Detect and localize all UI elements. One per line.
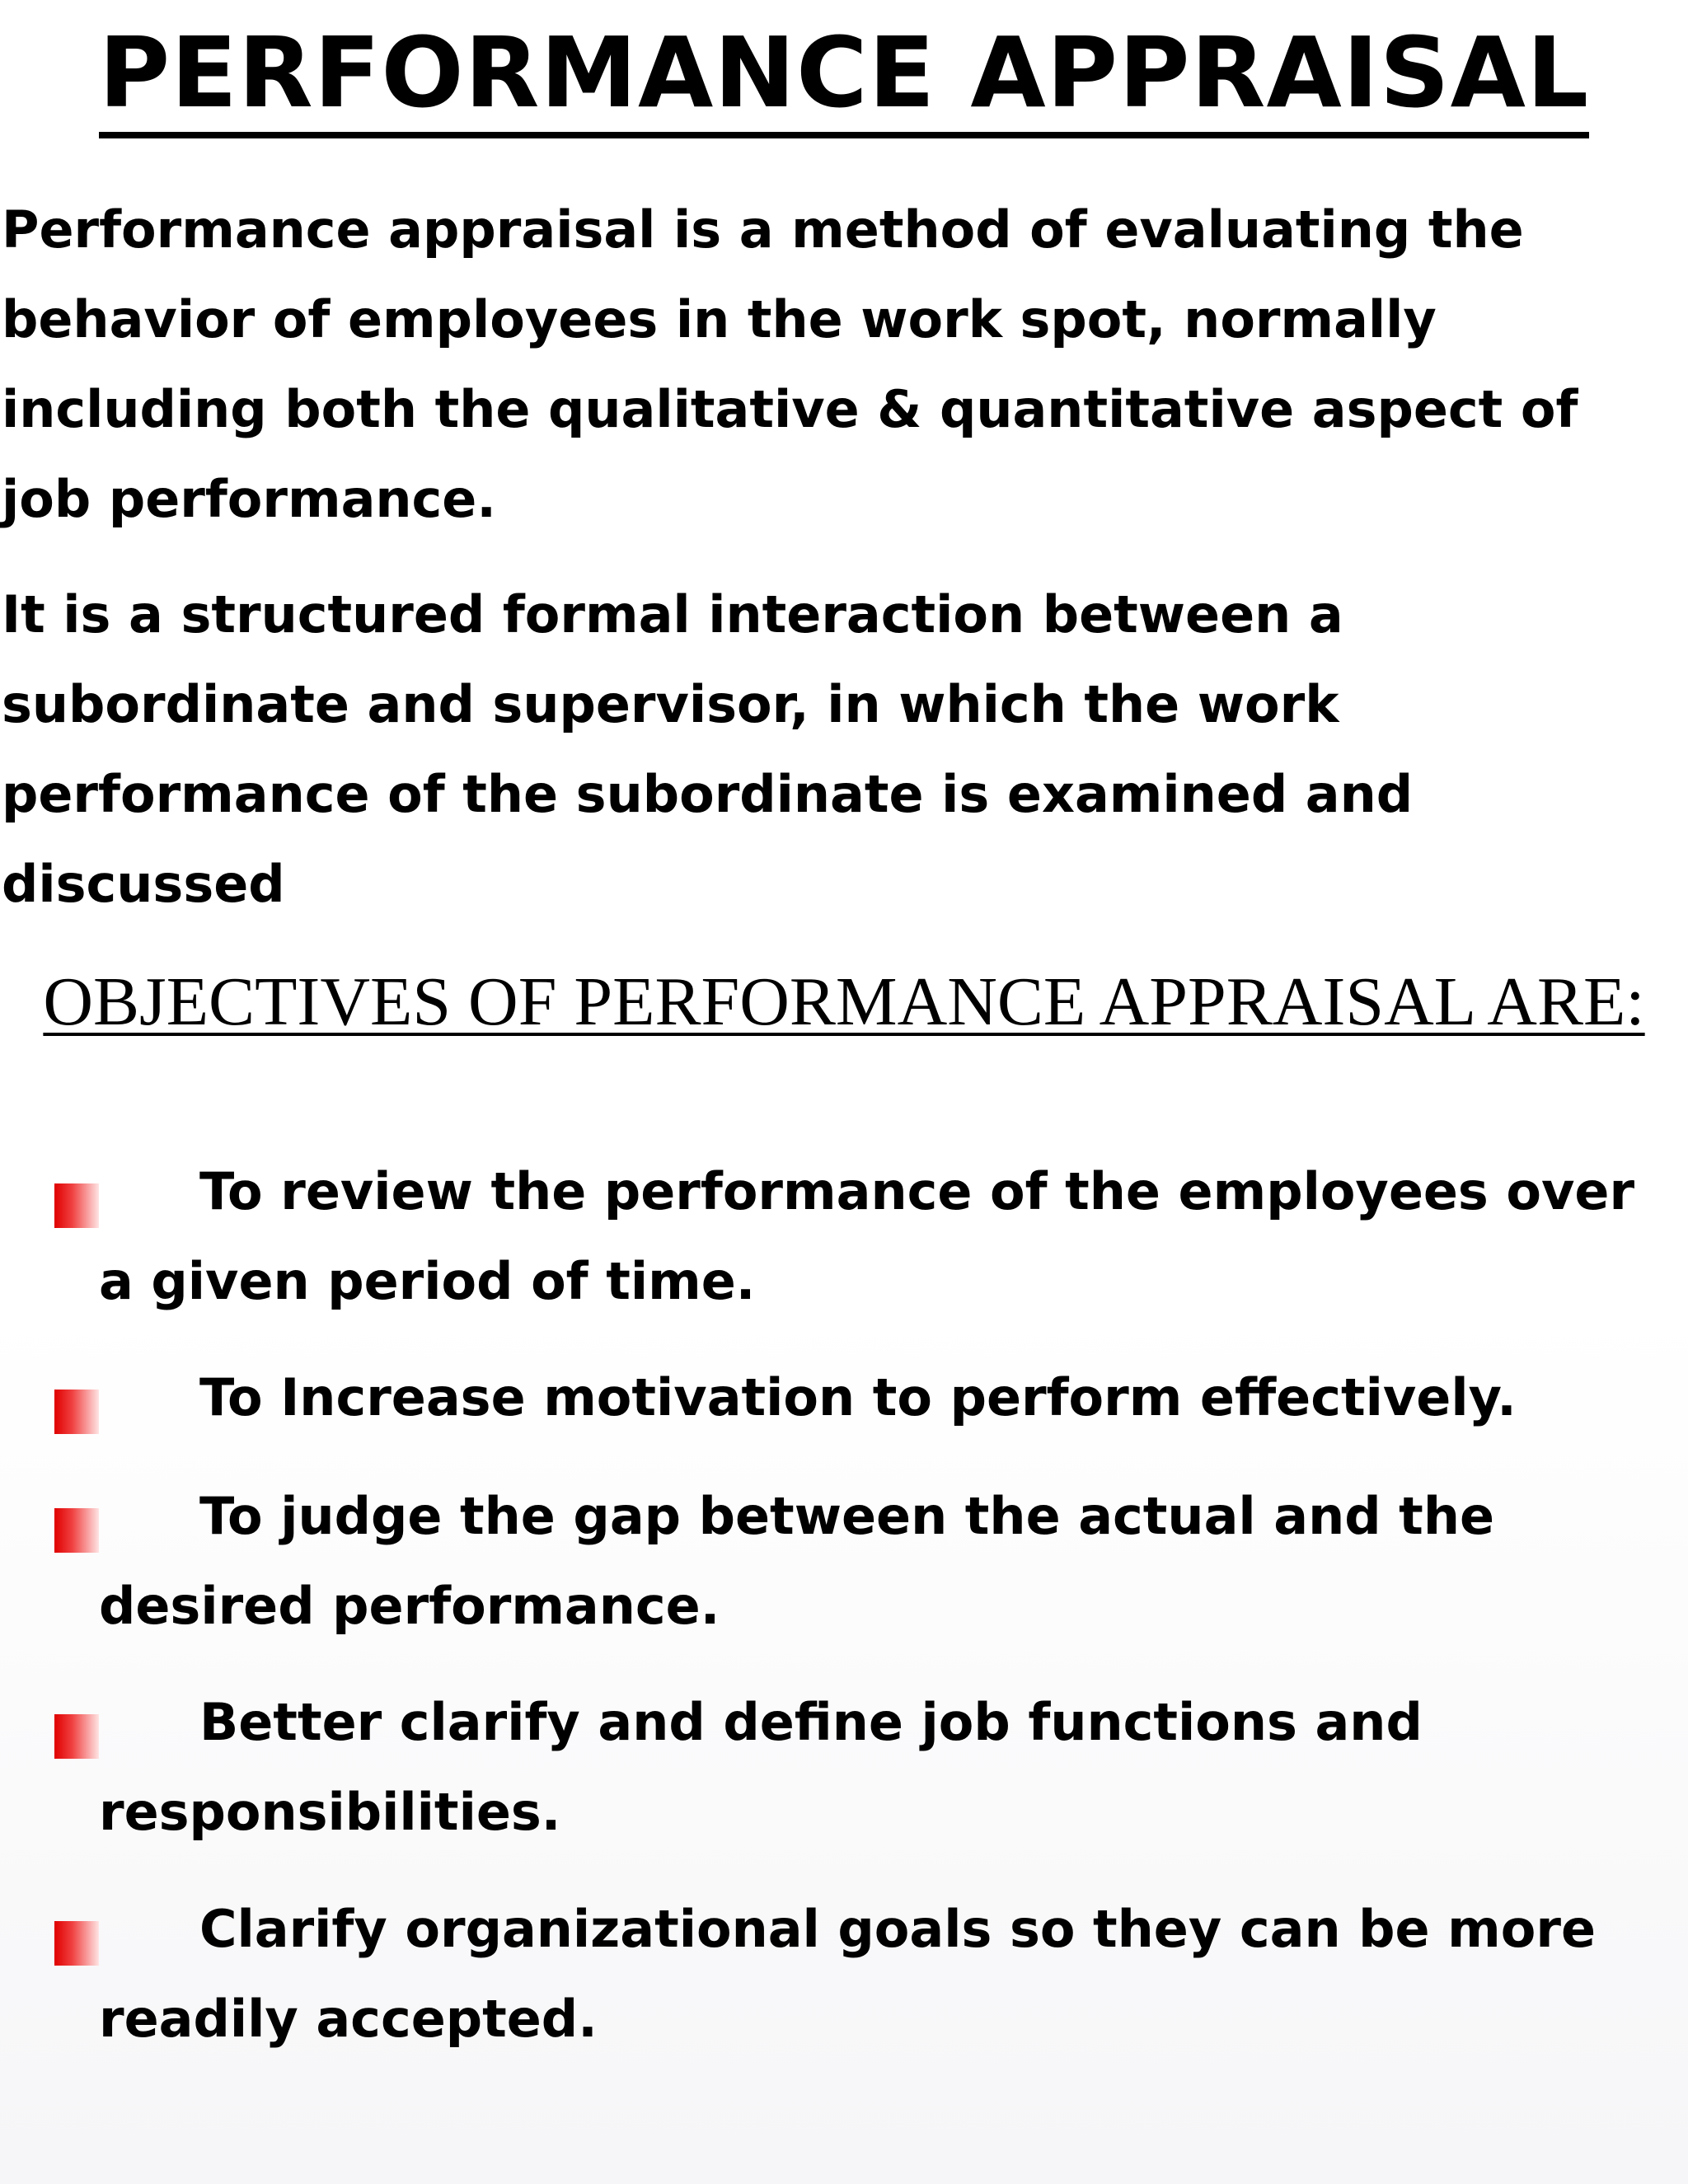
list-item-text: To review the performance of the employees over a given period of time. bbox=[99, 1161, 1635, 1311]
square-bullet-icon bbox=[54, 1390, 99, 1434]
intro-paragraph-definition: Performance appraisal is a method of evaluating the behavior of employees in the work spot, normally including both the qualitative & quantitative aspect of job performance. bbox=[2, 199, 1578, 529]
list-item-text: Clarify organizational goals so they can be more readily accepted. bbox=[99, 1899, 1597, 2049]
intro-paragraph-interaction: It is a structured formal interaction between a subordinate and supervisor, in which the work performance of the subordinate is examined and discussed bbox=[2, 584, 1414, 914]
list-item-text: To Increase motivation to perform effectively. bbox=[199, 1367, 1517, 1427]
square-bullet-icon bbox=[54, 1183, 99, 1228]
objectives-heading-text: OBJECTIVES OF PERFORMANCE APPRAISAL ARE: bbox=[43, 963, 1645, 1040]
page-title-text: PERFORMANCE APPRAISAL bbox=[99, 15, 1589, 138]
list-item-text: Better clarify and define job functions and responsibilities. bbox=[99, 1692, 1423, 1842]
page-title bbox=[0, 15, 1688, 138]
list-item-text: To judge the gap between the actual and the desired performance. bbox=[99, 1486, 1495, 1636]
square-bullet-icon bbox=[54, 1508, 99, 1553]
square-bullet-icon bbox=[54, 1921, 99, 1966]
square-bullet-icon bbox=[54, 1714, 99, 1759]
objectives-heading bbox=[0, 956, 1688, 1048]
